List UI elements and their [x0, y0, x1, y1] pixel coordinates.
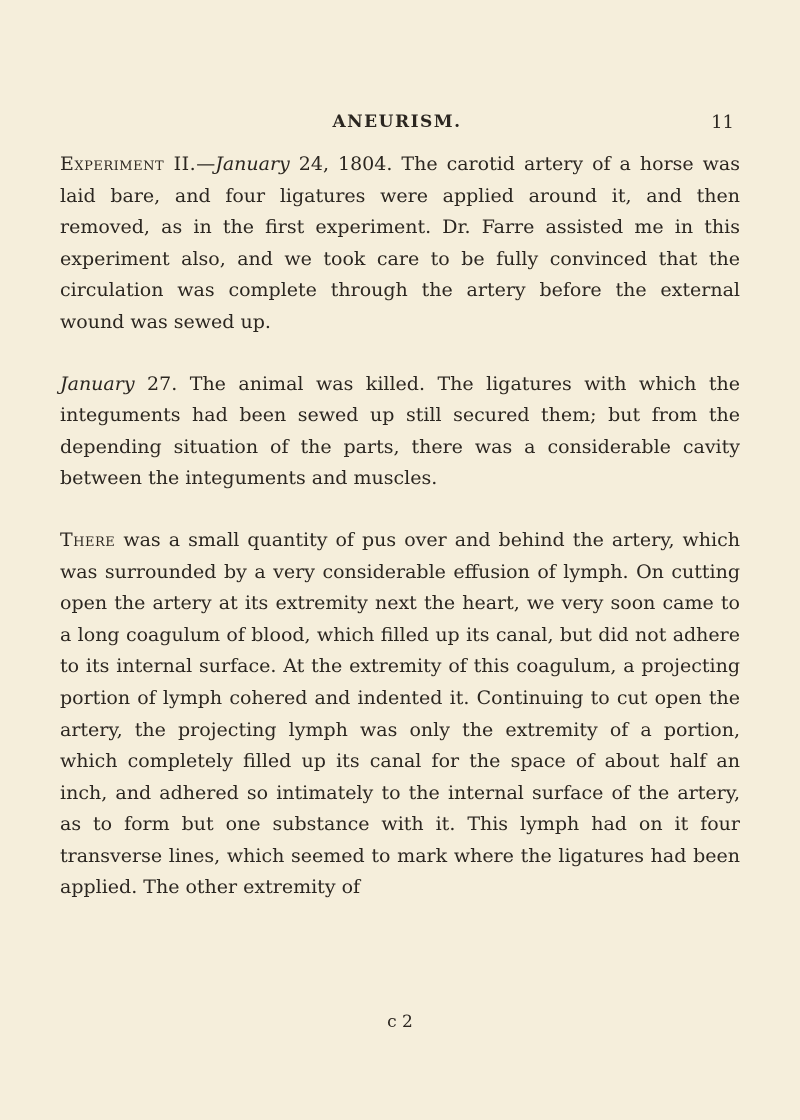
- paragraph-text: The animal was killed. The ligatures with which the integuments had been sewed up still secured them; but from the depending situation of the parts, there was a considerable cavity between the integuments and muscles.: [60, 372, 740, 490]
- page-header: [60, 112, 734, 134]
- signature-mark: c 2: [387, 1012, 413, 1032]
- body-text: [60, 149, 740, 904]
- paragraph-lead-smallcaps: Experiment II.: [60, 153, 197, 175]
- running-title: ANEURISM.: [332, 112, 462, 132]
- paragraph-lead-separator: —: [196, 153, 216, 175]
- paragraph-text: The carotid artery of a horse was laid bare, and four ligatures were applied around it, and then removed, as in the first experiment. Dr. Farre assisted me in this experiment also, and we took care to be fully convinced that the circulation was complete through the artery before the external wound was sewed up.: [60, 153, 740, 333]
- paragraph-lead-date-rest: 27.: [134, 372, 178, 395]
- page-number: 11: [711, 112, 734, 133]
- paragraph-experiment-ii: [60, 149, 740, 339]
- paragraph-lead-date: January: [60, 372, 135, 395]
- paragraph-lead-smallcaps: There: [60, 528, 116, 551]
- paragraph-text: was a small quantity of pus over and behind the artery, which was surrounded by a very considerable effusion of lymph. On cutting open the artery at its extremity next the heart, we very soon came to a long coagulum of blood, which filled up its canal, but did not adhere to its internal surface. At the extremity of this coagulum, a projecting portion of lymph cohered and indented it. Continuing to cut open the artery, the projecting lymph was only the extremity of a portion, which completely filled up its canal for the space of about half an inch, and adhered so intimately to the internal surface of the artery, as to form but one substance with it. This lymph had on it four transverse lines, which seemed to mark where the ligatures had been applied. The other extremity of: [60, 528, 740, 899]
- paragraph-lead-date-rest: 24, 1804.: [289, 153, 393, 175]
- paragraph-there-was: [60, 525, 740, 904]
- paragraph-january-27: [60, 369, 740, 495]
- paragraph-lead-date: January: [215, 153, 290, 175]
